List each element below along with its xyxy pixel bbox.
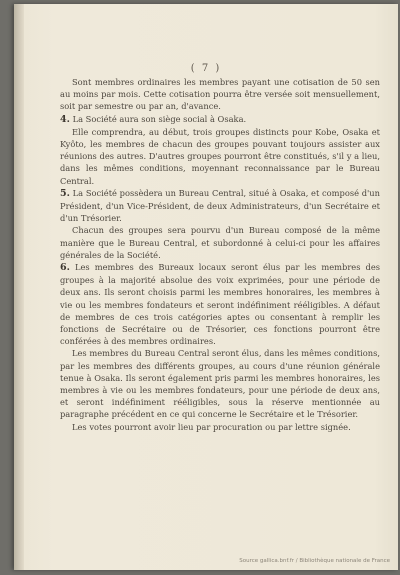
- page-number: ( 7 ): [190, 63, 222, 74]
- article-number: 4.: [60, 113, 70, 125]
- article-6: 6. Les membres des Bureaux locaux seront élus par les membres des groupes à la majorité absolue des voix exprimées, pour une période de deux ans. Ils seront choisis parmi les membres honoraires, les membres à vie ou les membres fondateurs et seront indéfiniment rééligibles. A défaut de membres de ces trois catégories aptes ou consentant à remplir les fonctions de Secrétaire ou de Trésorier, ces fonctions pourront être conférées à des membres ordinaires.: [60, 262, 380, 347]
- paragraph-5: Chacun des groupes sera pourvu d'un Bureau composé de la même manière que le Bureau Central, et subordonné à celui-ci pour les affaires générales de la Société.: [60, 225, 380, 260]
- page-gutter: [14, 4, 24, 570]
- paragraph-7: Les membres du Bureau Central seront élus, dans les mêmes conditions, par les membres des différents groupes, au cours d'une réunion générale tenue à Osaka. Ils seront également pris parmi les membres honoraires, les membres à vie ou les membres fondateurs, pour une période de deux ans, et seront indéfiniment rééligibles, sous la réserve mentionnée au paragraphe précédent en ce qui concerne le Secrétaire et le Trésorier.: [60, 348, 380, 420]
- document-page: [14, 4, 398, 570]
- source-footer: Source gallica.bnf.fr / Bibliothèque nationale de France: [239, 558, 390, 564]
- article-number: 5.: [60, 187, 70, 199]
- paragraph-8: Les votes pourront avoir lieu par procuration ou par lettre signée.: [72, 421, 351, 432]
- paragraph-1: Sont membres ordinaires les membres payant une cotisation de 50 sen au moins par mois. Cette cotisation pourra être versée soit mensuellement, soit par semestre ou par an, d'avance.: [60, 77, 380, 112]
- article-4: 4. La Société aura son siège social à Osaka.: [60, 113, 247, 125]
- body-text: [60, 76, 380, 433]
- article-5: 5. La Société possèdera un Bureau Central, situé à Osaka, et composé d'un Président, d'un Vice-Président, de deux Administrateurs, d'un Secrétaire et d'un Trésorier.: [60, 187, 380, 224]
- article-number: 6.: [60, 262, 70, 274]
- paragraph-3: Elle comprendra, au début, trois groupes distincts pour Kobe, Osaka et Kyôto, les membres de chacun des groupes pouvant toujours assister aux réunions des autres. D'autres groupes pourront être constitués, s'il y a lieu, dans les mêmes conditions, moyennant reconnaissance par le Bureau Central.: [60, 126, 380, 186]
